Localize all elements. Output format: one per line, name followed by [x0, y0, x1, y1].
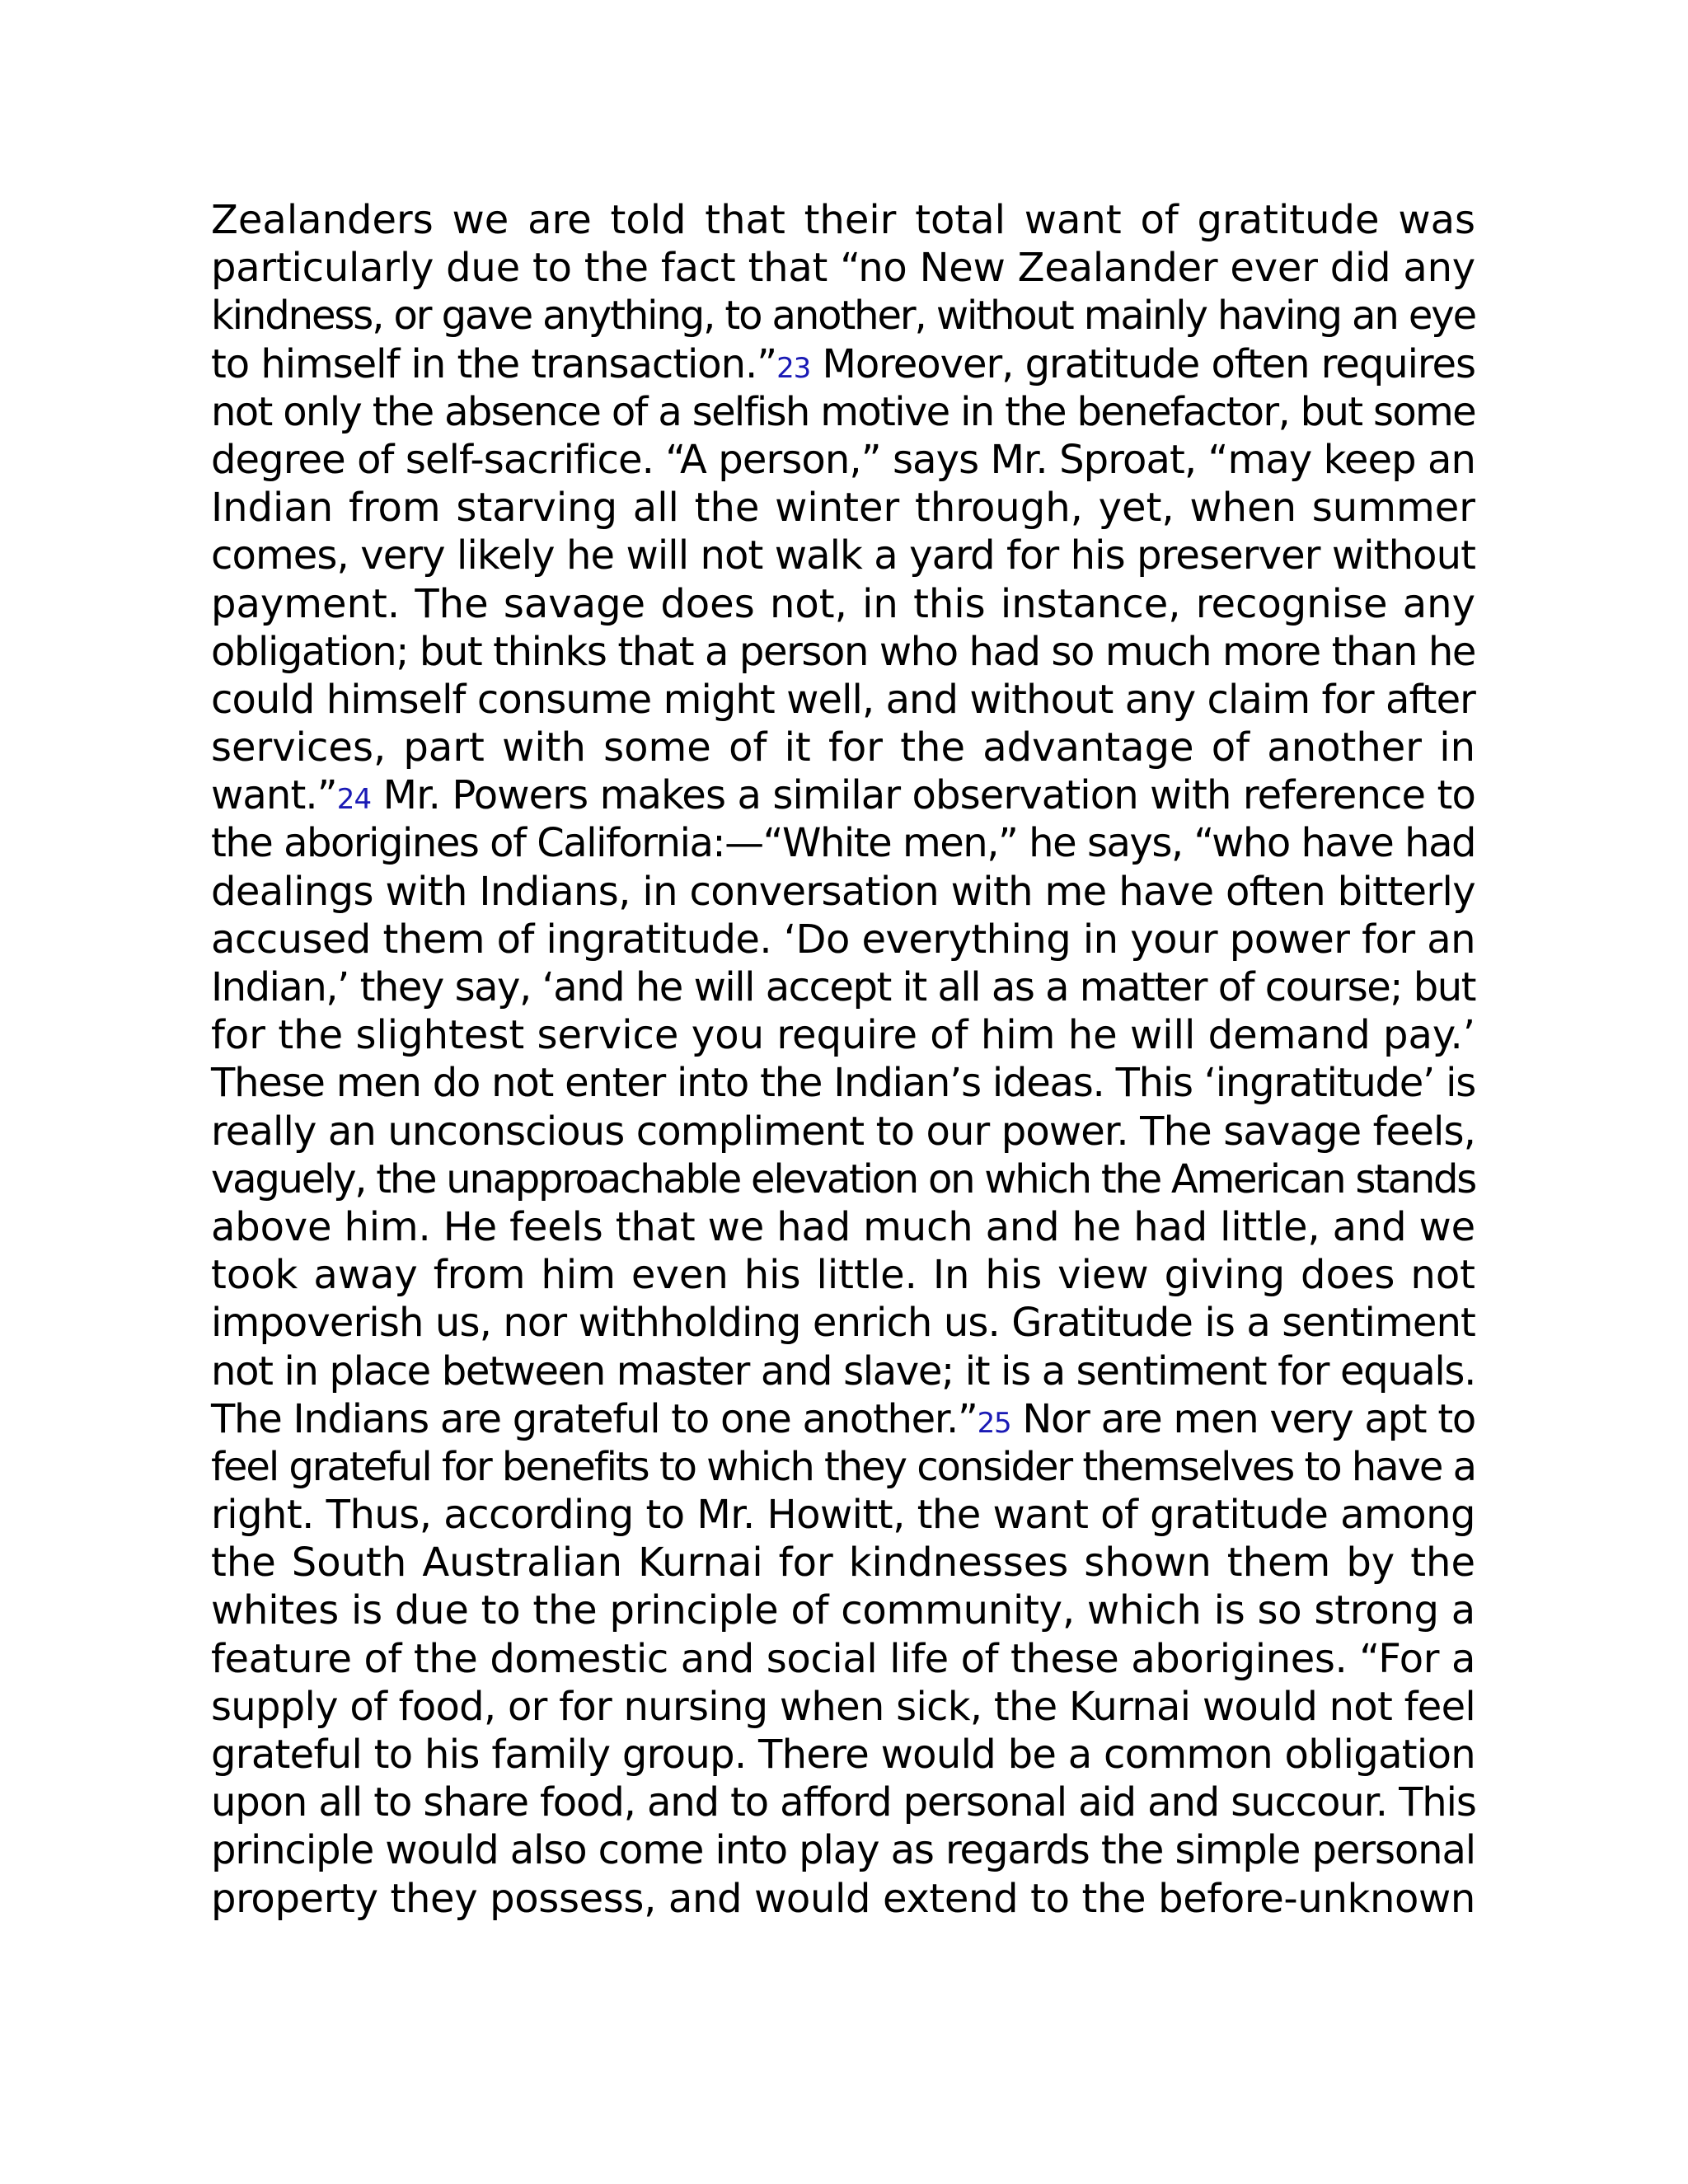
text-line: not in place between master and slave; it is a sentiment for equals.: [211, 1347, 1475, 1394]
text-segment: Mr. Powers makes a similar observation with reference to: [371, 772, 1475, 819]
text-line: whites is due to the principle of community, which is so strong a: [211, 1587, 1475, 1634]
text-line: [211, 1395, 1475, 1443]
text-line: could himself consume might well, and without any claim for after: [211, 676, 1475, 723]
text-line: grateful to his family group. There would be a common obligation: [211, 1732, 1475, 1778]
text-line: feel grateful for benefits to which they consider themselves to have a: [211, 1443, 1476, 1490]
text-line: accused them of ingratitude. ‘Do everything in your power for an: [211, 916, 1475, 963]
text-line: took away from him even his little. In his view giving does not: [211, 1252, 1475, 1299]
footnote-link[interactable]: 25: [977, 1406, 1011, 1440]
text-line: kindness, or gave anything, to another, without mainly having an eye: [211, 293, 1476, 340]
text-line: [211, 771, 1475, 819]
body-paragraph: [211, 196, 1475, 1923]
text-line: services, part with some of it for the advantage of another in: [211, 724, 1475, 771]
text-segment: Moreover, gratitude often requires: [810, 340, 1476, 387]
text-line: payment. The savage does not, in this instance, recognise any: [211, 580, 1475, 627]
text-segment: to himself in the transaction.”: [211, 340, 777, 387]
text-line: [211, 340, 1475, 388]
text-line: particularly due to the fact that “no New Zealander ever did any: [211, 245, 1475, 292]
footnote-link[interactable]: 23: [776, 351, 811, 385]
text-line: vaguely, the unapproachable elevation on which the American stands: [211, 1155, 1475, 1202]
text-line: not only the absence of a selfish motive in the benefactor, but some: [211, 388, 1476, 435]
text-line: Zealanders we are told that their total want of gratitude was: [211, 197, 1475, 243]
text-line: really an unconscious compliment to our power. The savage feels,: [211, 1108, 1475, 1155]
text-line: the South Australian Kurnai for kindnesses shown them by the: [211, 1540, 1475, 1586]
text-line: the aborigines of California:—“White men,” he says, “who have had: [211, 820, 1475, 867]
text-segment: Nor are men very apt to: [1010, 1395, 1476, 1442]
text-line: comes, very likely he will not walk a yard for his preserver without: [211, 532, 1476, 579]
text-line: These men do not enter into the Indian’s ideas. This ‘ingratitude’ is: [211, 1060, 1476, 1107]
text-line: Indian,’ they say, ‘and he will accept it all as a matter of course; but: [211, 964, 1475, 1010]
text-line: feature of the domestic and social life of these aborigines. “For a: [211, 1635, 1475, 1682]
text-line: for the slightest service you require of him he will demand pay.’: [211, 1012, 1475, 1059]
text-segment: want.”: [211, 772, 337, 819]
text-line: right. Thus, according to Mr. Howitt, the want of gratitude among: [211, 1492, 1476, 1539]
text-line: obligation; but thinks that a person who had so much more than he: [211, 628, 1476, 675]
text-line: property they possess, and would extend to the before-unknown: [211, 1875, 1476, 1922]
text-line: Indian from starving all the winter through, yet, when summer: [211, 485, 1475, 532]
text-segment: The Indians are grateful to one another.”: [211, 1395, 978, 1442]
text-line: above him. He feels that we had much and he had little, and we: [211, 1203, 1475, 1250]
footnote-link[interactable]: 24: [336, 783, 372, 817]
text-line: supply of food, or for nursing when sick, the Kurnai would not feel: [211, 1683, 1476, 1730]
text-line: upon all to share food, and to afford personal aid and succour. This: [211, 1779, 1476, 1826]
text-line: impoverish us, nor withholding enrich us. Gratitude is a sentiment: [211, 1300, 1475, 1347]
text-line: dealings with Indians, in conversation with me have often bitterly: [211, 868, 1475, 915]
text-line: degree of self-sacrifice. “A person,” says Mr. Sproat, “may keep an: [211, 436, 1476, 483]
text-line: principle would also come into play as regards the simple personal: [211, 1827, 1475, 1874]
